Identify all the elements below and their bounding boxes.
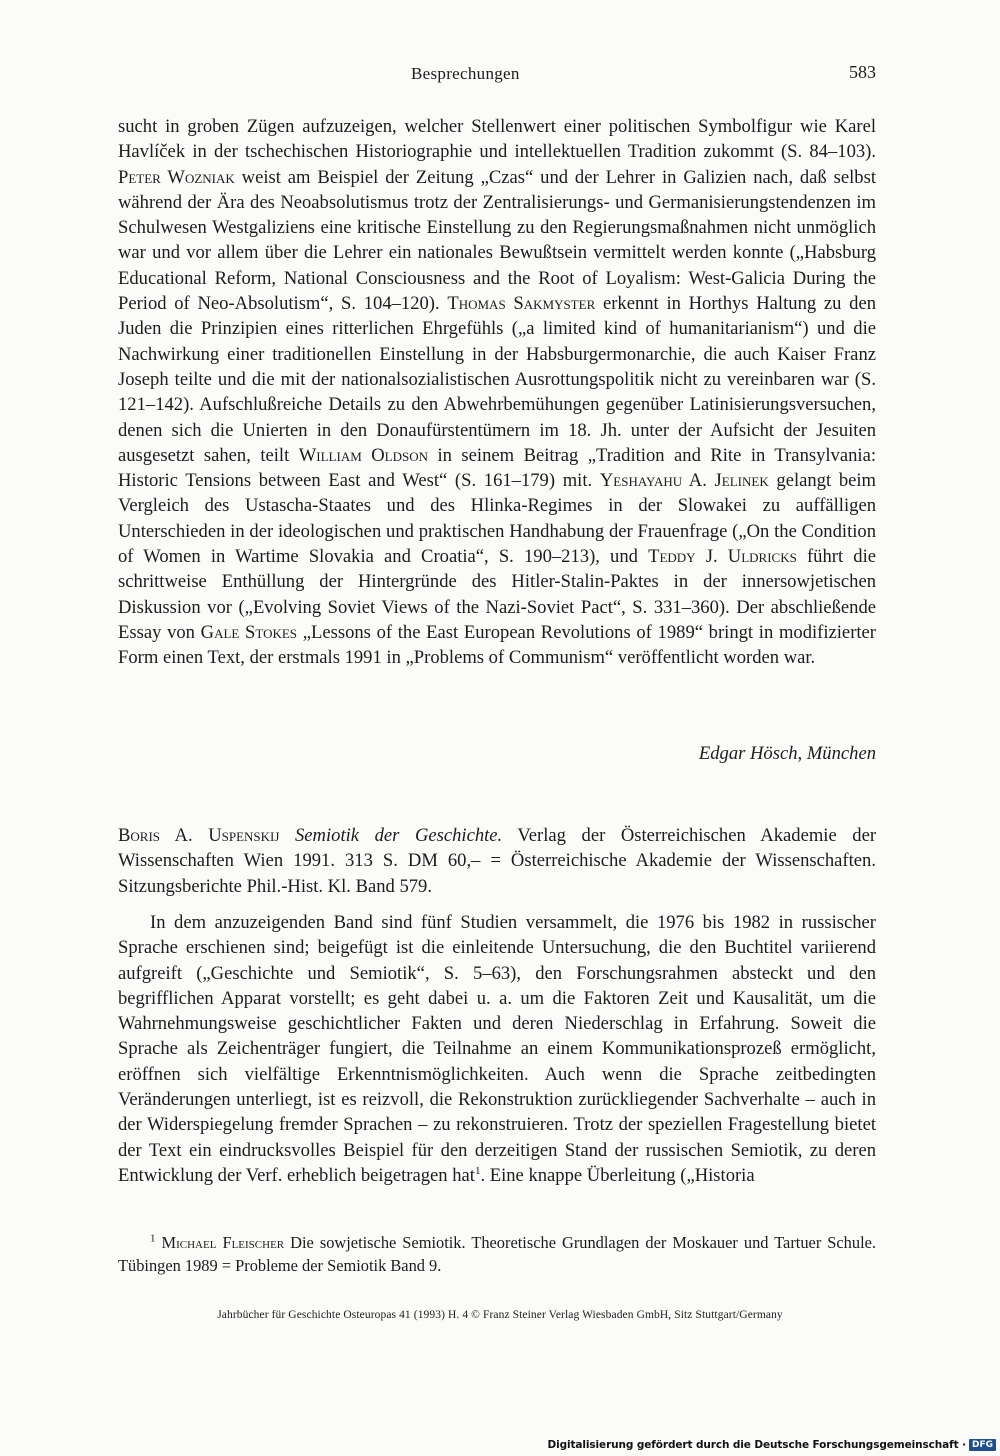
reviewer-signature: Edgar Hösch, München: [698, 743, 876, 764]
review-1-text: in seinem Beitrag „Tradition and Rite in Transylvania: Historic Tensions between East and West“ (S. 161–179) mit.: [118, 444, 876, 492]
author-name: Teddy J. Uldricks: [648, 546, 797, 568]
review-2-text: In dem anzuzeigenden Band sind fünf Studien versammelt, die 1976 bis 1982 in russischer Sprache erschienen sind; beigefügt ist die einleitende Untersuchung, die den Buchtitel variierend aufgreift („Geschichte und Semiotik“, S. 5–63), den Forschungsrahmen absteckt und den begrifflichen Apparat vorstellt; es geht dabei u. a. um die Faktoren Zeit und Kausalität, um die Wahrnehmungsweise geschichtlicher Fakten und deren Niederschlag in Erfahrung. Soweit die Sprache als Zeichenträger fungiert, die Teilnahme an einem Kommunikationsprozeß ermöglicht, eröffnen sich vielfältige Erkenntnismöglichkeiten. Auch wenn die Sprache zeitbedingten Veränderungen unterliegt, ist es reizvoll, die Rekonstruktion zurückliegender Sachverhalte – auch in der Widerspiegelung fremder Sprachen – zu rekonstruieren. Trotz der speziellen Fragestellung bietet der Text ein eindrucksvolles Beispiel für den derzeitigen Stand der russischen Semiotik, zu deren Entwicklung der Verf. erheblich beigetragen hat: [118, 912, 876, 1186]
footnote-reference[interactable]: 1: [474, 1164, 481, 1177]
author-name: William Oldson: [298, 444, 429, 466]
footnote-number: 1: [150, 1232, 156, 1245]
author-name: Peter Wozniak: [118, 166, 235, 188]
author-name: Yeshayahu A. Jelinek: [599, 470, 769, 492]
review-1-text: sucht in groben Zügen aufzuzeigen, welcher Stellenwert einer politischen Symbolfigur wie Karel Havlíček in der tschechischen Historiographie und intellektuellen Tradition zukommt (S. 84–103).: [118, 116, 876, 163]
running-head: [0, 62, 1000, 90]
review-2-bibliographic-header: [118, 823, 876, 899]
review-1-text: erkennt in Horthys Haltung zu den Juden die Prinzipien eines ritterlichen Ehrgefühls („a limited kind of humanitarianism“) und die Nachwirkung einer traditionellen Einstellung in der Habsburgermonarchie, die auch Kaiser Franz Joseph teilte und die mit der nationalsozialistischen Ausrottungspolitik nicht zu vereinbaren war (S. 121–142). Aufschlußreiche Details zu den Abwehrbemühungen gegenüber Latinisierungsversuchen, denen sich die Unierten in den Donaufürstentümern im 18. Jh. unter der Aufsicht der Jesuiten ausgesetzt sahen, teilt: [118, 293, 876, 466]
book-author: Boris A. Uspenskij: [118, 825, 280, 846]
page-number: 583: [849, 62, 876, 82]
author-name: Thomas Sakmyster: [447, 293, 596, 315]
review-2-body: [118, 910, 876, 1188]
footnote-author: Michael Fleischer: [161, 1233, 285, 1252]
review-1-text: führt die schrittweise Enthüllung der Hintergründe des Hitler-Stalin-Paktes in der innersowjetischen Diskussion vor („Evolving Soviet Views of the Nazi-Soviet Pact“, S. 331–360). Der abschließende Essay von: [118, 546, 876, 643]
review-2-text: . Eine knappe Überleitung („Historia: [480, 1164, 755, 1186]
footnote-text: Die sowjetische Semiotik. Theoretische Grundlagen der Moskauer und Tartuer Schule. Tübingen 1989 = Probleme der Semiotik Band 9.: [118, 1233, 876, 1275]
review-1-text: „Lessons of the East European Revolutions of 1989“ bringt in modifizierter Form einen Text, der erstmals 1991 in „Problems of Communism“ veröffentlicht worden war.: [118, 621, 876, 669]
footnote: [118, 1231, 876, 1277]
journal-imprint: Jahrbücher für Geschichte Osteuropas 41 (1993) H. 4 © Franz Steiner Verlag Wiesbaden GmbH, Sitz Stuttgart/Germany: [217, 1309, 783, 1321]
review-1-body: [118, 114, 876, 671]
digitization-text: Digitalisierung gefördert durch die Deutsche Forschungsgemeinschaft ·: [547, 1438, 966, 1451]
book-title: Semiotik der Geschichte.: [295, 825, 503, 846]
author-name: Gale Stokes: [200, 621, 298, 643]
dfg-logo-icon: DFG: [969, 1439, 996, 1451]
digitization-banner: [547, 1437, 996, 1452]
review-1-text: weist am Beispiel der Zeitung „Czas“ und der Lehrer in Galizien nach, daß selbst während der Ära des Neoabsolutismus trotz der Zentralisierungs- und Germanisierungstendenzen im Schulwesen Westgaliziens eine kritische Einstellung zu den Regierungsmaßnahmen nicht unmöglich war und vor allem über die Lehrer ein nationales Bewußtsein vermittelt werden konnte („Habsburg Educational Reform, National Consciousness and the Root of Loyalism: West-Galicia During the Period of Neo-Absolutism“, S. 104–120).: [118, 166, 876, 315]
running-title: Besprechungen: [411, 64, 520, 83]
review-1-text: gelangt beim Vergleich des Ustascha-Staates und des Hlinka-Regimes in der Slowakei zu auffälligen Unterschieden in der ideologischen und praktischen Handhabung der Frauenfrage („On the Condition of Women in Wartime Slovakia and Croatia“, S. 190–213), und: [118, 470, 876, 568]
book-biblio: Verlag der Österreichischen Akademie der Wissenschaften Wien 1991. 313 S. DM 60,– = Österreichische Akademie der Wissenschaften. Sitzungsberichte Phil.-Hist. Kl. Band 579.: [118, 825, 877, 897]
